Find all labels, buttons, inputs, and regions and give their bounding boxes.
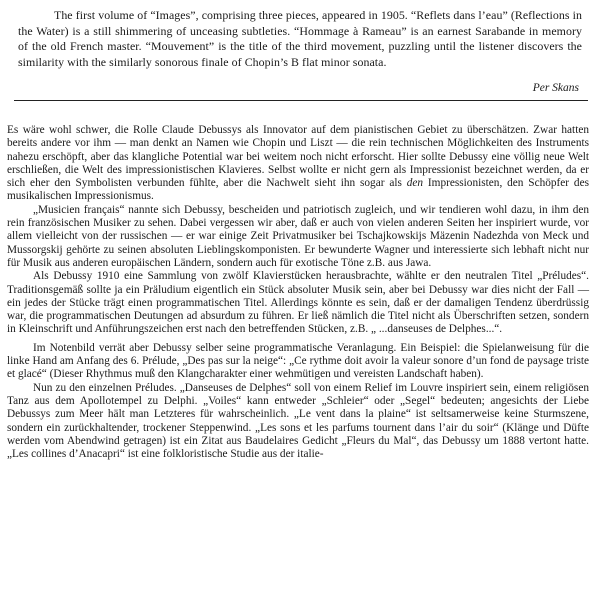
author-credit: Per Skans [532,82,579,94]
german-paragraph-3: Als Debussy 1910 eine Sammlung von zwölf Klavierstücken herausbrachte, wählte er den neutralen Titel „Préludes“. Traditionsgemäß sollte ja ein Präludium eigentlich ein Stück absoluter Musik sein, aber bei Debussy war dies nicht der Fall — ein jedes der Stücke trägt einen programmatischen Titel. Allerdings könnte es sein, daß er der damaligen Tendenz überdrüssig war, die programmatischen Deutungen ad absurdum zu führen. Er ließ nämlich die Titel nicht als Überschriften setzen, sondern in Kleinschrift und Anführungszeichen erst nach den betreffenden Stücken, z.B. „ ...danseuses de Delphes...“. [7,270,589,336]
german-paragraph-1 [7,124,589,204]
german-paragraph-1-text: Es wäre wohl schwer, die Rolle Claude Debussys als Innovator auf dem pianistischen Gebiet zu überschätzen. Zwar hatten bereits andere vor ihm — man denkt an Namen wie Chopin und Liszt — die rein technischen Möglichkeiten des Instruments nahezu erschöpft, aber das klangliche Potential war bei weitem noch nicht erforscht. Hier sollte Debussy eine völlig neue Welt erschließen, die Welt des impressionistischen Klavieres. Selbst wollte er nicht gern als Impressionist bezeichnet werden, da er sich eher den Symbolisten verbunden fühlte, aber die Nachwelt sieht ihn sogar als [7,124,589,190]
german-paragraph-4: Im Notenbild verrät aber Debussy selber seine programmatische Veranlagung. Ein Beispiel: die Spielanweisung für die linke Hand am Anfang des 6. Prélude, „Des pas sur la neige“: „Ce rythme doit avoir la valeur sonore d’un fond de paysage triste et glacé“ (Dieser Rhythmus muß den Klangcharakter einer wehmütigen und vereisten Landschaft haben). [7,341,589,381]
english-paragraph: The first volume of “Images”, comprising three pieces, appeared in 1905. “Reflets dans l’eau” (Reflections in the Water) is a still shimmering of unceasing subtleties. “Hommage à Rameau” is an earnest Sarabande in memory of the old French master. “Mouvement” is the title of the third movement, puzzling until the listener discovers the similarity with the similarly sonorous finale of Chopin’s B flat minor sonata. [18,8,582,69]
german-paragraph-1-end: Impressionisten, den Schöpfer des musikalischen Impressionismus. [7,177,589,203]
german-paragraph-2: „Musicien français“ nannte sich Debussy, bescheiden und patriotisch zugleich, und wir tendieren wohl dazu, in ihm den rein französischen Musiker zu sehen. Dabei vergessen wir aber, daß er auch von vielen anderen Seiten her inspiriert wurde, vor allem vielleicht von der russischen — er war einige Zeit Privatmusiker bei Tschajkowskijs Mäzenin Nadezhda von Meck und Mussorgskij gehörte zu seinen absoluten Lieblingskomponisten. Er bewunderte Wagner und interessierte sich lebhaft nicht nur für Musik aus anderen europäischen Ländern, sondern auch für exotische Töne z.B. aus Jawa. [7,203,589,269]
english-summary-block [18,8,582,70]
emphasis-den: den [406,177,424,190]
german-text-block [7,124,589,461]
german-paragraph-5: Nun zu den einzelnen Préludes. „Danseuses de Delphes“ soll von einem Relief im Louvre inspiriert sein, einem religiösen Tanz aus dem Apollotempel zu Delphi. „Voiles“ kann entweder „Schleier“ oder „Segel“ bedeuten; angesichts der Liebe Debussys zum Meer hält man Letzteres für wahrscheinlich. „Le vent dans la plaine“ ist seltsamerweise keine Sturmszene, sondern ein zurückhaltender, trockener Steppenwind. „Les sons et les parfums tournent dans l’air du soir“ (Klänge und Düfte werden vom Abendwind getragen) ist ein Zitat aus Baudelaires Gedicht „Fleurs du Mal“, das Debussy um 1888 vertont hatte. „Les collines d’Anacapri“ ist eine folkloristische Studie aus der italie- [7,381,589,461]
section-divider [14,100,588,101]
